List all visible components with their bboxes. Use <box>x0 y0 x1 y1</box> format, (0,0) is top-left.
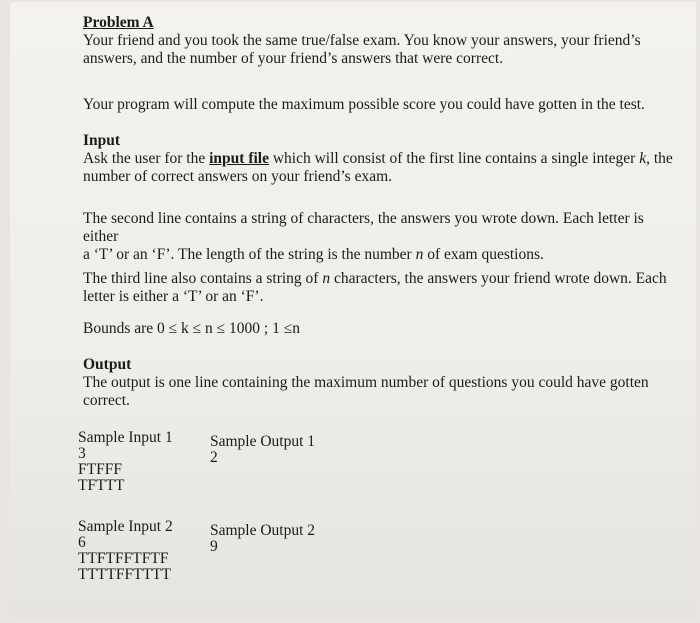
input-heading: Input <box>83 132 121 149</box>
sample-output-1 <box>210 434 315 466</box>
problem-page <box>10 2 696 619</box>
sample-input-2 <box>78 519 173 583</box>
intro-line-2: answers, and the number of your friend’s answers that were correct. <box>83 50 504 67</box>
input-paragraph-1-line-2: number of correct answers on your friend’s exam. <box>83 168 393 185</box>
sample-input-2-line: TTTTFFTTTT <box>78 566 171 583</box>
input-paragraph-3-line-1: The third line also contains a string of n characters, the answers your friend wrote down. Each <box>83 270 667 287</box>
input-file-term: input file <box>209 150 269 167</box>
sample-output-2-label: Sample Output 2 <box>210 522 316 539</box>
output-section <box>83 356 682 410</box>
output-heading: Output <box>83 356 132 373</box>
output-line-1: The output is one line containing the maximum number of questions you could have gotten <box>83 374 649 391</box>
sample-input-1-line: 3 <box>78 445 86 462</box>
sample-output-2 <box>210 523 315 555</box>
bounds-line: Bounds are 0 ≤ k ≤ n ≤ 1000 ; 1 ≤n <box>83 320 300 337</box>
input-paragraph-3-line-2: letter is either a ‘T’ or an ‘F’. <box>83 288 264 305</box>
output-line-2: correct. <box>83 392 130 409</box>
sample-input-2-label: Sample Input 2 <box>78 518 173 535</box>
input-paragraph-1-line-1: Ask the user for the input file which will consist of the first line contains a single integer k, the <box>83 150 673 167</box>
input-paragraph-2-line-2: a ‘T’ or an ‘F’. The length of the string is the number n of exam questions. <box>83 246 544 263</box>
input-paragraph-2 <box>83 210 682 264</box>
intro-line-1: Your friend and you took the same true/false exam. You know your answers, your friend’s <box>83 32 641 49</box>
sample-output-2-value: 9 <box>210 538 218 555</box>
sample-input-1-line: FTFFF <box>78 461 122 478</box>
program-statement: Your program will compute the maximum possible score you could have gotten in the test. <box>83 96 645 113</box>
problem-header <box>83 14 682 68</box>
sample-output-1-label: Sample Output 1 <box>210 433 316 450</box>
problem-title: Problem A <box>83 14 154 31</box>
sample-output-1-value: 2 <box>210 449 218 466</box>
sample-input-1-label: Sample Input 1 <box>78 429 173 446</box>
input-section <box>83 132 682 186</box>
sample-input-2-line: TTFTFFTFTF <box>78 550 169 567</box>
sample-input-1 <box>78 430 173 494</box>
input-paragraph-3 <box>83 270 682 306</box>
input-paragraph-2-line-1: The second line contains a string of characters, the answers you wrote down. Each letter is either <box>83 210 644 245</box>
sample-input-2-line: 6 <box>78 534 86 551</box>
sample-input-1-line: TFTTT <box>78 477 125 494</box>
